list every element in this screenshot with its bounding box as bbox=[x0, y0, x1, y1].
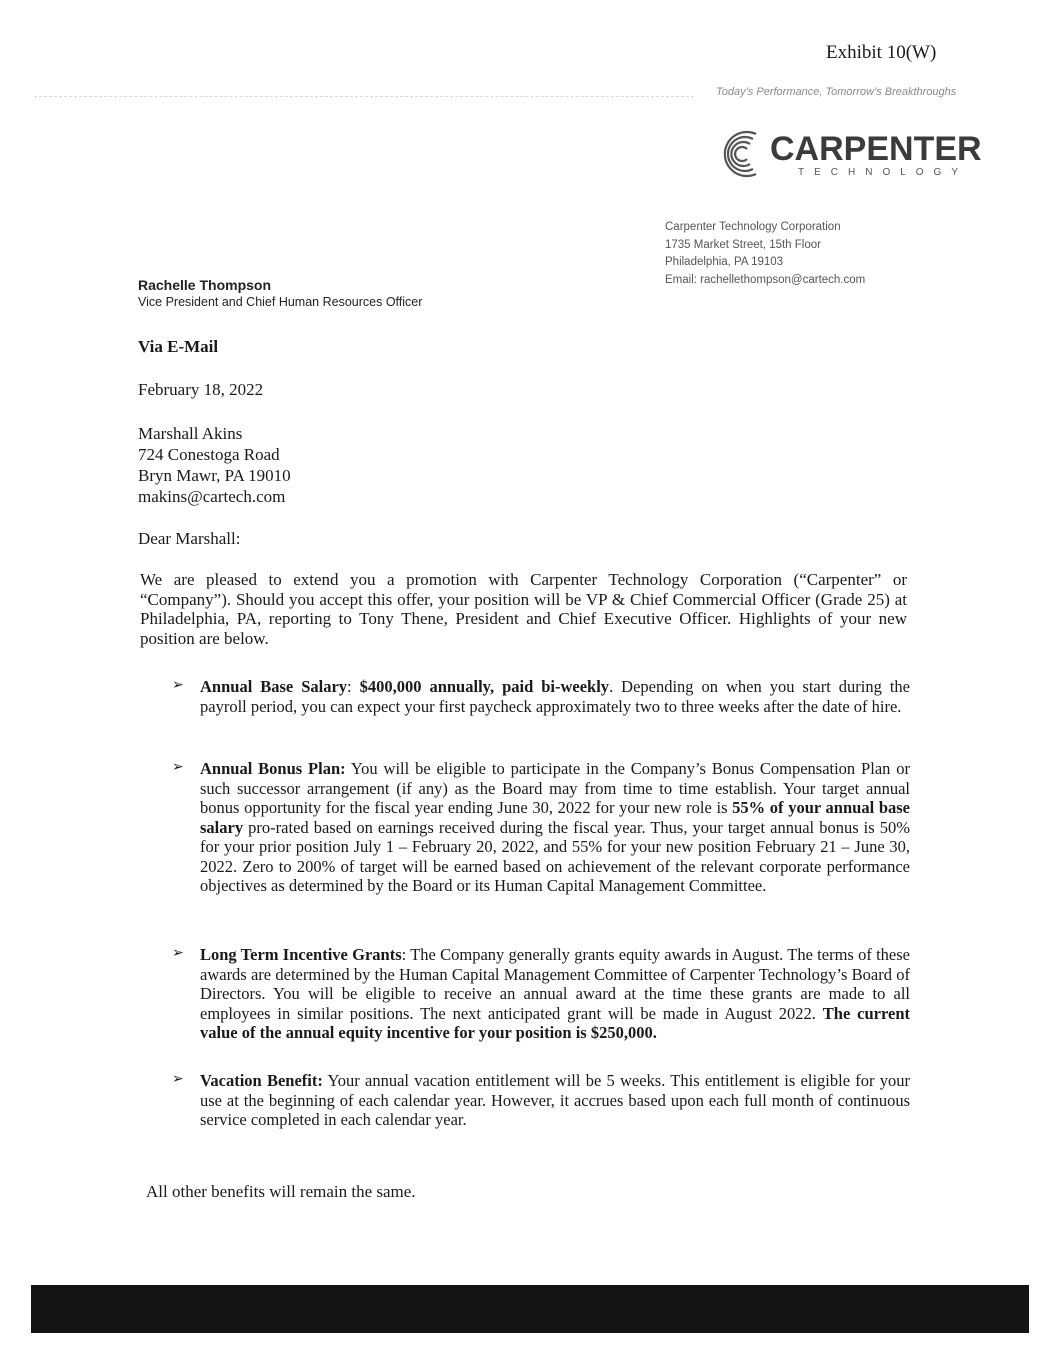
closing-line: All other benefits will remain the same. bbox=[146, 1182, 416, 1201]
lti-value: The current value of the annual equity incentive for your position is $250,000. bbox=[200, 1003, 910, 1042]
address-email: Email: rachellethompson@cartech.com bbox=[665, 273, 866, 286]
address-line: Philadelphia, PA 19103 bbox=[665, 256, 784, 268]
recipient-email: makins@cartech.com bbox=[138, 487, 286, 506]
recipient-name: Marshall Akins bbox=[138, 424, 243, 443]
salary-amount: $400,000 annually, paid bi-weekly bbox=[359, 677, 610, 696]
redaction-bar bbox=[31, 1285, 1029, 1333]
bonus-percentage: 55% of your annual base salary bbox=[200, 798, 910, 837]
arrow-bullet-icon: ➢ bbox=[172, 946, 184, 961]
vacation-label: Vacation Benefit: bbox=[200, 1071, 323, 1090]
arrow-bullet-icon: ➢ bbox=[172, 678, 184, 693]
lti-text: The Company generally grants equity awards in August. The terms of these awards are determined by the Human Capital Management Committee of Carpenter Technology’s Board of Directors. You will be eligible to receive an annual award at the time these grants are made to all employees in similar positions. The next anticipated grant will be made in August 2022. bbox=[200, 945, 910, 1023]
lti-label: Long Term Incentive Grants bbox=[200, 945, 402, 964]
recipient-city: Bryn Mawr, PA 19010 bbox=[138, 466, 291, 485]
recipient-street: 724 Conestoga Road bbox=[138, 445, 280, 464]
sender-block bbox=[138, 277, 422, 309]
tagline-rule bbox=[34, 96, 694, 98]
sender-title: Vice President and Chief Human Resources Officer bbox=[138, 295, 423, 309]
exhibit-label: Exhibit 10(W) bbox=[826, 42, 937, 63]
bonus-text-2: pro-rated based on earnings received during the fiscal year. Thus, your target annual bonus is 50% for your prior position July 1 – February 20, 2022, and 55% for your new position February 21 – June 30, 2022. Zero to 200% of target will be earned based on achievement of the relevant corporate performance objectives as determined by the Board or its Human Capital Management Committee. bbox=[200, 817, 911, 895]
sender-name: Rachelle Thompson bbox=[138, 277, 272, 293]
arrow-bullet-icon: ➢ bbox=[172, 760, 184, 775]
delivery-method: Via E-Mail bbox=[138, 337, 219, 356]
intro-paragraph: We are pleased to extend you a promotion with Carpenter Technology Corporation (“Carpenter” or “Company”). Should you accept this offer, your position will be VP & Chief Commercial Officer (Grade 25) at Philadelphia, PA, reporting to Tony Thene, President and Chief Executive Officer. Highlights of your new position are below. bbox=[140, 570, 907, 648]
logo-subtitle: TECHNOLOGY bbox=[798, 167, 969, 178]
bullet-vacation-benefit bbox=[172, 1071, 910, 1130]
letter-date: February 18, 2022 bbox=[138, 380, 264, 399]
arrow-bullet-icon: ➢ bbox=[172, 1072, 184, 1087]
bonus-label: Annual Bonus Plan: bbox=[200, 759, 346, 778]
address-line: Carpenter Technology Corporation bbox=[665, 221, 841, 233]
address-line: 1735 Market Street, 15th Floor bbox=[665, 238, 821, 251]
salary-label: Annual Base Salary bbox=[200, 677, 348, 696]
bullet-bonus-plan bbox=[172, 759, 910, 896]
salary-text: Depending on when you start during the payroll period, you can expect your first paycheck approximately two to three weeks after the date of hire. bbox=[200, 677, 910, 716]
recipient-block bbox=[138, 423, 291, 507]
company-address bbox=[665, 219, 865, 289]
bullet-base-salary: ➢ Annual Base Salary: $400,000 annually, paid bi-weekly. Depending on when you start during the payroll period, you can expect your first paycheck approximately two to three weeks after the date of hire. bbox=[172, 677, 910, 716]
bonus-text-1: You will be eligible to participate in the Company’s Bonus Compensation Plan or such successor arrangement (if any) as the Board may from time to time establish. Your target annual bonus opportunity for the fiscal year ending June 30, 2022 for your new role is bbox=[200, 759, 910, 817]
salutation: Dear Marshall: bbox=[138, 529, 241, 548]
bullet-long-term-incentive: ➢ Long Term Incentive Grants: The Company generally grants equity awards in August. The terms of these awards are determined by the Human Capital Management Committee of Carpenter Technology’s Board of Directors. You will be eligible to receive an annual award at the time these grants are made to all employees in similar positions. The next anticipated grant will be made in August 2022. The current value of the annual equity incentive for your position is $250,000. bbox=[172, 945, 910, 1042]
logo-name: CARPENTER bbox=[770, 130, 982, 168]
vacation-text: Your annual vacation entitlement will be 5 weeks. This entitlement is eligible for your use at the beginning of each calendar year. However, it accrues based upon each full month of continuous service completed in each calendar year. bbox=[200, 1071, 910, 1129]
tagline: Today’s Performance, Tomorrow’s Breakthroughs bbox=[716, 86, 957, 98]
